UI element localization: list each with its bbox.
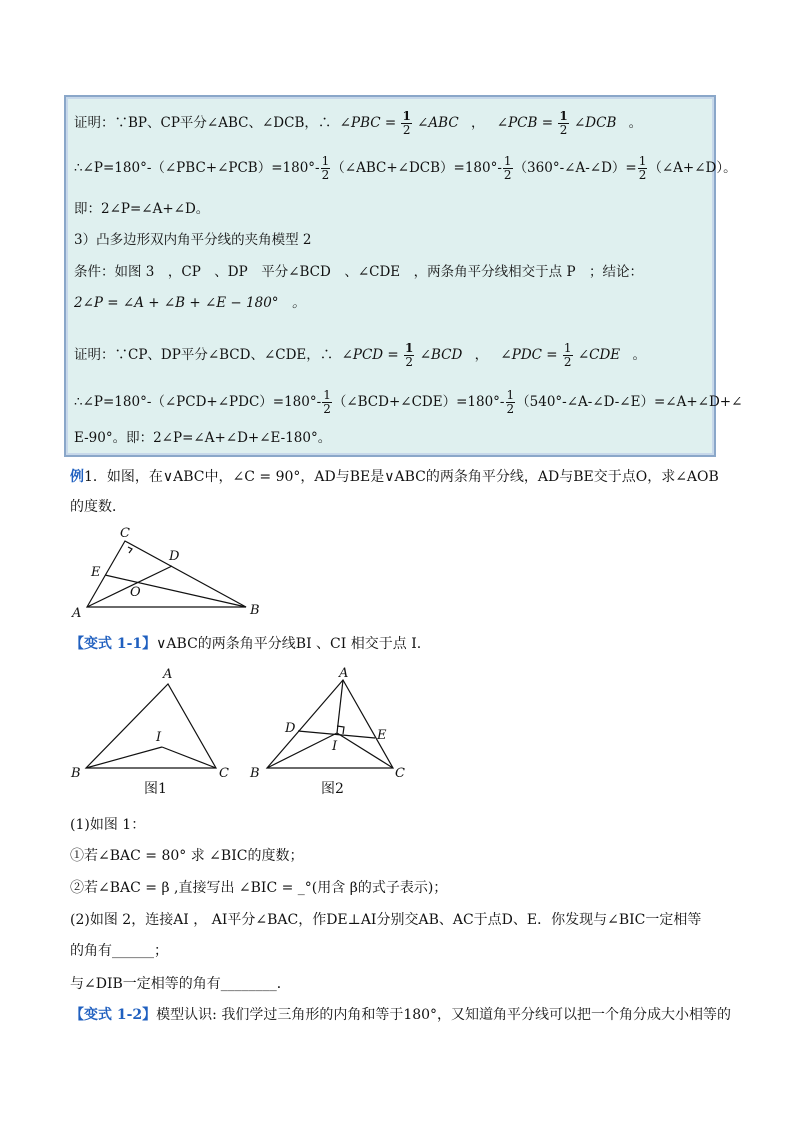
eq-pcd-right: ∠BCD <box>419 347 463 363</box>
proof-line-8 <box>74 389 742 416</box>
segment-bi <box>267 733 337 768</box>
label-a: A <box>163 667 173 682</box>
segment-be <box>105 575 246 607</box>
right-angle-mark <box>128 547 132 553</box>
frac-num: 1 <box>503 154 512 168</box>
label-b: B <box>71 766 81 781</box>
example1-line-1 <box>70 466 719 486</box>
example-tag: 例 <box>70 469 84 485</box>
frac-num: 1 <box>321 154 330 168</box>
q1-head: (1)如图 1： <box>70 817 146 833</box>
frac-num: 1 <box>506 388 515 402</box>
label-d: D <box>285 721 296 736</box>
frac-den: 2 <box>405 355 414 369</box>
label-c: C <box>395 766 405 781</box>
q2-line-2: 的角有______； <box>70 943 168 959</box>
eq-pcb-right: ∠DCB <box>573 115 617 131</box>
label-i: I <box>332 739 338 754</box>
q2-line-3: 与∠DIB一定相等的角有________． <box>70 976 291 992</box>
frac-den: 2 <box>563 355 572 369</box>
example1-text: 1．如图，在∨ABC中，∠C = 90°，AD与BE是∨ABC的两条角平分线，AD与BE交于点O，求∠AOB <box>84 469 719 485</box>
variant1-1-text: ∨ABC的两条角平分线BI 、CI 相交于点 I. <box>156 636 422 652</box>
fraction-half <box>503 155 513 182</box>
eq-pbc-left: ∠PBC = <box>339 115 397 131</box>
fraction-half <box>404 342 414 369</box>
eq-pdc-left: ∠PDC = <box>500 347 558 363</box>
q1-a: ①若∠BAC = 80° 求 ∠BIC的度数； <box>70 848 304 864</box>
frac-den: 2 <box>506 402 515 416</box>
line2-b: （∠ABC+∠DCB）=180°- <box>331 160 502 176</box>
sep: ， <box>470 115 485 131</box>
frac-den: 2 <box>503 168 512 182</box>
triangle-abc <box>86 684 216 768</box>
segment-bi <box>86 747 162 768</box>
end: 。 <box>632 347 646 363</box>
variant1-1-figure-2 <box>245 660 415 800</box>
figure-1-caption: 图1 <box>144 781 167 797</box>
frac-num: 1 <box>559 109 568 123</box>
label-c: C <box>219 766 229 781</box>
variant1-2-text: 模型认识: 我们学过三角形的内角和等于180°，又知道角平分线可以把一个角分成大小相等的 <box>156 1007 732 1023</box>
proof-line-6: 2∠P = ∠A + ∠B + ∠E − 180° 。 <box>74 295 306 311</box>
figure-2-caption: 图2 <box>321 781 344 797</box>
line7-prefix: 证明：∵CP、DP平分∠BCD、∠CDE，∴ <box>74 347 334 363</box>
line2-d: （∠A+∠D）。 <box>648 160 737 176</box>
eq-pcb-left: ∠PCB = <box>496 115 554 131</box>
proof-line-9: E-90°。即：2∠P=∠A+∠D+∠E-180°。 <box>74 430 332 446</box>
label-b: B <box>250 603 260 618</box>
label-b: B <box>250 766 260 781</box>
proof-line-2 <box>74 155 737 182</box>
triangle-abc <box>87 541 246 607</box>
eq-pbc-right: ∠ABC <box>417 115 459 131</box>
example1-line-2: 的度数． <box>70 499 126 515</box>
fraction-half <box>321 155 331 182</box>
proof-line-5: 条件：如图 3 ，CP 、DP 平分∠BCD 、∠CDE ，两条角平分线相交于点 P ；结论： <box>74 264 644 280</box>
fraction-half <box>563 342 573 369</box>
label-e: E <box>91 565 101 580</box>
sep: ， <box>474 347 489 363</box>
label-d: D <box>169 549 180 564</box>
frac-den: 2 <box>559 123 568 137</box>
label-e: E <box>377 728 387 743</box>
line8-c: （540°-∠A-∠D-∠E）=∠A+∠D+∠ <box>516 394 743 410</box>
fraction-half <box>558 110 568 137</box>
proof-line-1 <box>74 110 642 137</box>
proof-line-3: 即：2∠P=∠A+∠D。 <box>74 201 210 217</box>
eq-pcd-left: ∠PCD = <box>341 347 399 363</box>
segment-ai <box>337 680 343 733</box>
frac-num: 1 <box>638 154 647 168</box>
label-c: C <box>120 526 130 541</box>
variant1-1-line <box>70 633 421 653</box>
proof-line-7 <box>74 342 646 369</box>
variant1-1-figure-1 <box>62 660 242 800</box>
fraction-half <box>638 155 648 182</box>
variant-tag: 【变式 1-2】 <box>70 1007 157 1023</box>
frac-den: 2 <box>321 168 330 182</box>
variant-tag: 【变式 1-1】 <box>70 636 157 652</box>
q1-b: ②若∠BAC = β ,直接写出 ∠BIC = _°(用含 β的式子表示)； <box>70 880 448 896</box>
fraction-half <box>401 110 411 137</box>
frac-den: 2 <box>638 168 647 182</box>
proof-line-4: 3）凸多边形双内角平分线的夹角模型 2 <box>74 232 312 248</box>
example1-figure <box>60 520 280 620</box>
frac-den: 2 <box>323 402 331 416</box>
line8-a: ∴∠P=180°-（∠PCD+∠PDC）=180°- <box>74 394 322 410</box>
line2-c: （360°-∠A-∠D）= <box>513 160 637 176</box>
proof-line-1-prefix: 证明：∵BP、CP平分∠ABC、∠DCB，∴ <box>74 115 332 131</box>
label-i: I <box>156 730 162 745</box>
label-a: A <box>72 606 82 620</box>
line8-b: （∠BCD+∠CDE）=180°- <box>332 394 505 410</box>
frac-num: 1 <box>405 341 414 355</box>
segment-ci <box>162 747 216 768</box>
segment-de <box>298 731 375 738</box>
frac-den: 2 <box>402 123 411 137</box>
variant1-2-line <box>70 1004 731 1024</box>
frac-num: 1 <box>563 341 572 355</box>
label-o: O <box>130 585 141 600</box>
end: 。 <box>628 115 643 131</box>
line2-a: ∴∠P=180°-（∠PBC+∠PCB）=180°- <box>74 160 320 176</box>
fraction-half <box>322 389 332 416</box>
eq-pdc-right: ∠CDE <box>577 347 621 363</box>
label-a: A <box>339 666 349 681</box>
fraction-half <box>506 389 516 416</box>
frac-num: 1 <box>402 109 411 123</box>
q2-line-1: (2)如图 2，连接AI ， AI平分∠BAC，作DE⊥AI分别交AB、AC于点D、E．你发现与∠BIC一定相等 <box>70 912 702 928</box>
frac-num: 1 <box>323 388 331 402</box>
